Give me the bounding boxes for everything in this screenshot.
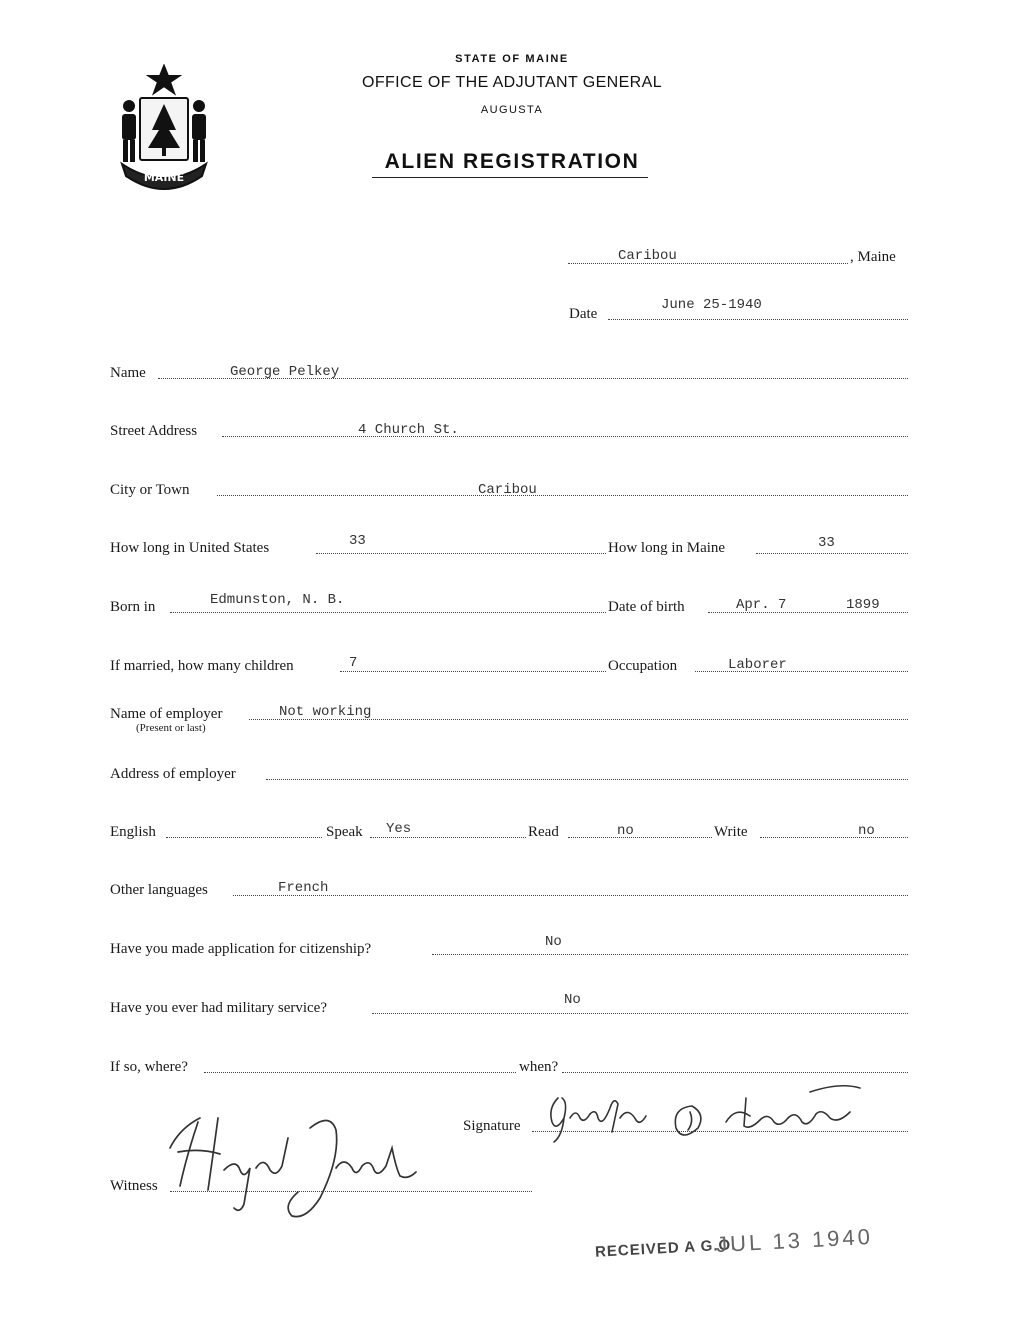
write-line	[760, 837, 908, 838]
location-suffix: , Maine	[850, 249, 896, 265]
citizenship-value: No	[545, 934, 562, 950]
when-label: when?	[519, 1059, 559, 1075]
employer-address-line	[266, 779, 908, 780]
header-office: OFFICE OF THE ADJUTANT GENERAL	[361, 74, 663, 91]
location-line	[568, 263, 848, 264]
signature-label: Signature	[463, 1118, 521, 1134]
date-value: June 25-1940	[661, 297, 762, 313]
other-languages-label: Other languages	[110, 882, 208, 898]
maine-years-label: How long in Maine	[608, 540, 726, 556]
born-line	[170, 612, 606, 613]
military-label: Have you ever had military service?	[110, 1000, 327, 1016]
born-value: Edmunston, N. B.	[210, 592, 345, 608]
name-value: George Pelkey	[230, 364, 340, 380]
dob-month-day: Apr. 7	[736, 597, 787, 613]
witness-label: Witness	[110, 1178, 158, 1194]
us-years-value: 33	[349, 533, 366, 549]
english-label: English	[110, 824, 156, 840]
header-city: AUGUSTA	[480, 104, 544, 116]
maine-years-line	[756, 553, 908, 554]
street-line	[222, 436, 908, 437]
military-value: No	[564, 992, 581, 1008]
when-line	[562, 1072, 908, 1073]
occupation-value: Laborer	[728, 657, 787, 673]
children-label: If married, how many children	[110, 658, 294, 674]
svg-text:MAINE: MAINE	[143, 171, 185, 184]
children-line	[340, 671, 606, 672]
dob-label: Date of birth	[608, 599, 685, 615]
city-line	[217, 495, 908, 496]
read-value: no	[617, 823, 634, 839]
form-title: ALIEN REGISTRATION	[384, 150, 640, 173]
citizenship-line	[432, 954, 908, 955]
date-line	[608, 319, 908, 320]
where-label: If so, where?	[110, 1059, 188, 1075]
name-label: Name	[110, 365, 146, 381]
military-line	[372, 1013, 908, 1014]
employer-value: Not working	[279, 704, 372, 720]
write-value: no	[858, 823, 875, 839]
city-value: Caribou	[478, 482, 537, 498]
where-line	[204, 1072, 516, 1073]
street-label: Street Address	[110, 423, 198, 439]
employer-address-label: Address of employer	[110, 766, 236, 782]
location-value: Caribou	[618, 248, 677, 264]
occupation-line	[695, 671, 908, 672]
header-state: STATE OF MAINE	[455, 53, 569, 65]
speak-line	[370, 837, 526, 838]
born-label: Born in	[110, 599, 156, 615]
maine-years-value: 33	[818, 535, 835, 551]
occupation-label: Occupation	[608, 658, 678, 674]
citizenship-label: Have you made application for citizenship?	[110, 941, 372, 957]
speak-value: Yes	[386, 821, 412, 837]
other-languages-line	[233, 895, 908, 896]
other-languages-value: French	[278, 880, 329, 896]
received-stamp-date: JUL 13 1940	[715, 1223, 874, 1258]
date-label: Date	[569, 306, 598, 322]
witness-signature	[160, 1108, 430, 1228]
applicant-signature	[540, 1078, 890, 1148]
write-label: Write	[714, 824, 748, 840]
title-underline	[372, 177, 648, 178]
employer-label: Name of employer	[110, 706, 223, 722]
dob-year: 1899	[846, 597, 880, 613]
received-stamp: RECEIVED A G.O.	[594, 1236, 737, 1261]
read-label: Read	[528, 824, 559, 840]
employer-sublabel: (Present or last)	[136, 722, 206, 734]
street-value: 4 Church St.	[358, 422, 459, 438]
english-line	[166, 837, 322, 838]
speak-label: Speak	[326, 824, 363, 840]
children-value: 7	[349, 655, 358, 671]
read-line	[568, 837, 712, 838]
city-label: City or Town	[110, 482, 190, 498]
us-years-label: How long in United States	[110, 540, 270, 556]
us-years-line	[316, 553, 606, 554]
